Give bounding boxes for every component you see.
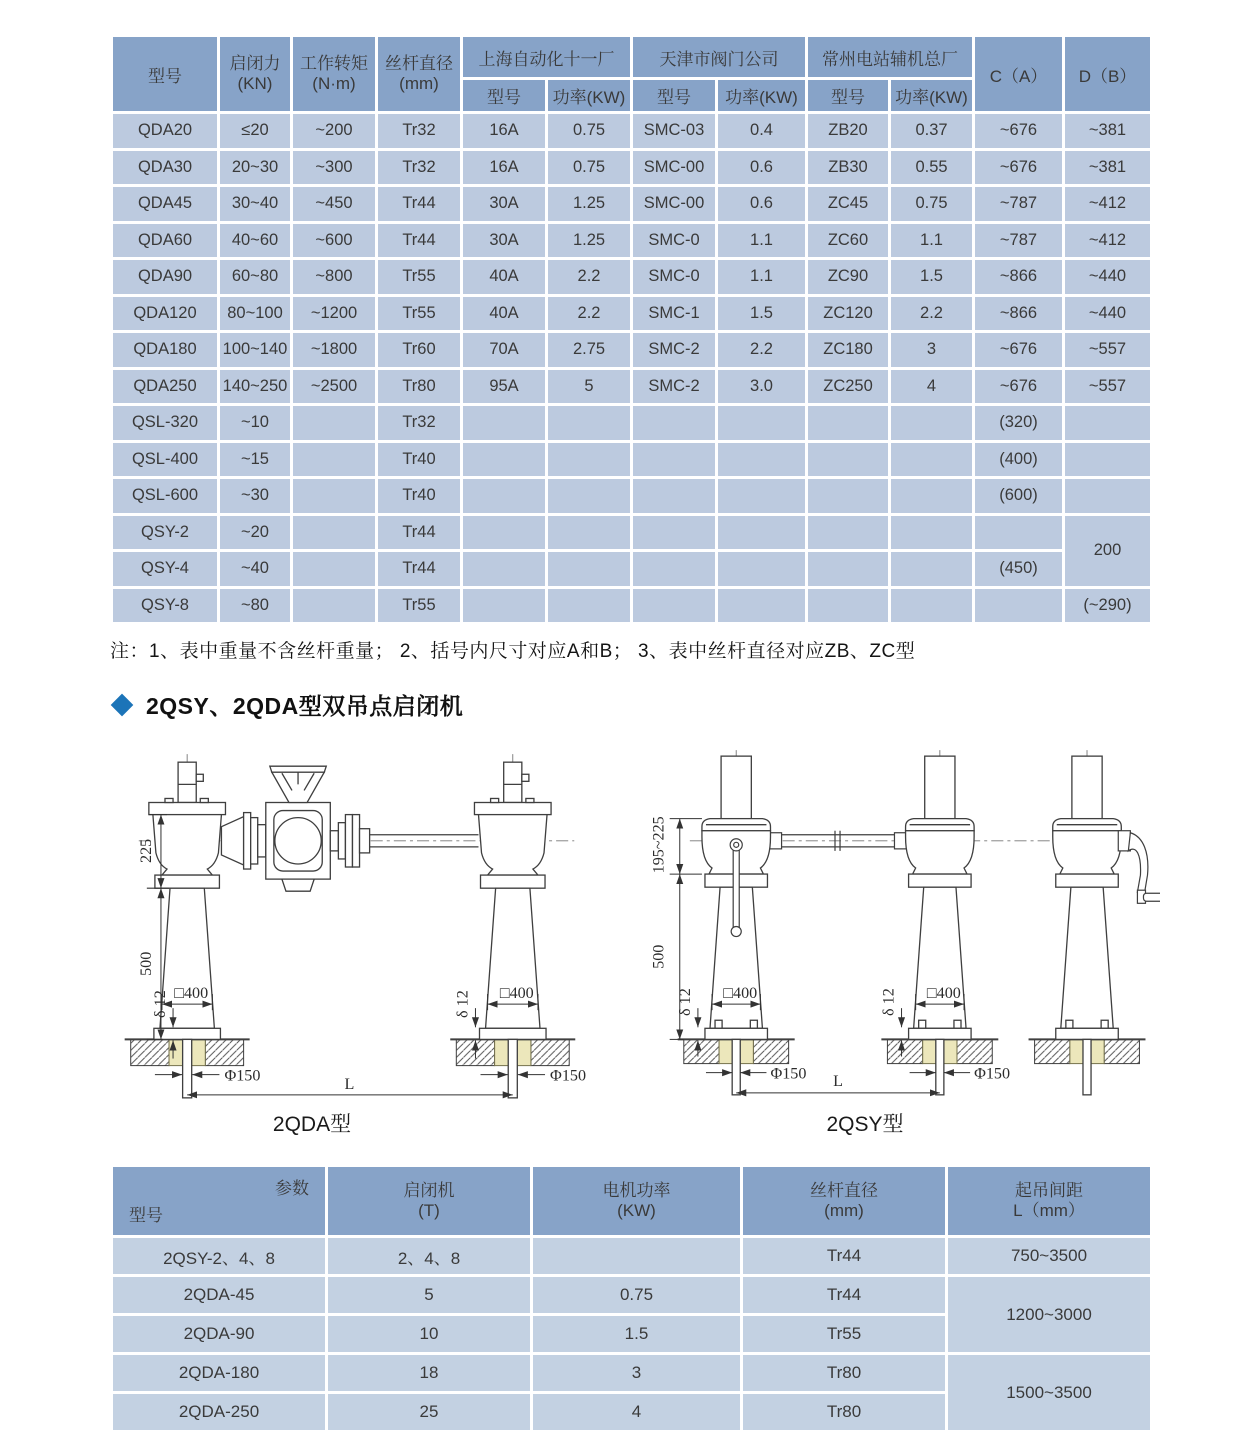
col-header-screw-line1: 丝杆直径 <box>810 1181 878 1201</box>
spec-cell: 1.1 <box>717 259 807 296</box>
dim-phi150: Φ150 <box>224 1067 261 1085</box>
spec-row <box>112 186 1152 223</box>
table-note: 注：1、表中重量不含丝杆重量； 2、括号内尺寸对应A和B； 3、表中丝杆直径对应ZB、ZC型 <box>110 641 916 662</box>
spec-table-body <box>112 113 1152 624</box>
sub-header-model: 型号 <box>632 79 717 113</box>
spec-table-wrap <box>110 34 1153 625</box>
dim-L: L <box>344 1075 355 1093</box>
spec-cell: 2.2 <box>547 259 632 296</box>
col-header-force-line2: (KN) <box>237 74 273 93</box>
sub-header-model: 型号 <box>462 79 547 113</box>
spec-cell: SMC-2 <box>632 332 717 369</box>
spec-cell <box>974 514 1064 551</box>
col-header-torque <box>292 36 377 113</box>
spec-cell <box>547 441 632 478</box>
dim-delta12: δ 12 <box>151 990 169 1018</box>
spec-cell <box>807 587 890 624</box>
spec-cell: 3 <box>890 332 974 369</box>
spec-cell: 140~250 <box>219 368 292 405</box>
spec-cell: Tr44 <box>377 551 462 588</box>
spec-cell: ~866 <box>974 295 1064 332</box>
spec-cell: SMC-2 <box>632 368 717 405</box>
caption-2qsy: 2QSY型 <box>826 1113 904 1136</box>
spec-cell: 0.55 <box>890 149 974 186</box>
col-header-screw-line2: (mm) <box>824 1201 864 1220</box>
col-header-force-line1: 启闭力 <box>229 54 281 74</box>
spec-cell: ZB30 <box>807 149 890 186</box>
spec-cell <box>462 441 547 478</box>
spec-cell: 30A <box>462 222 547 259</box>
spec-cell: QDA90 <box>112 259 219 296</box>
spec-cell: 95A <box>462 368 547 405</box>
spec-cell: ~800 <box>292 259 377 296</box>
spec-cell: ZC120 <box>807 295 890 332</box>
spec-cell: ZB20 <box>807 113 890 150</box>
spec-cell: 1.25 <box>547 186 632 223</box>
spec-cell: SMC-1 <box>632 295 717 332</box>
spec-cell: ~557 <box>1064 332 1152 369</box>
col-header-hoist-line1: 启闭机 <box>403 1181 455 1201</box>
spec-cell: 30~40 <box>219 186 292 223</box>
spec-cell: 5 <box>547 368 632 405</box>
crank-drawing <box>1118 831 1160 904</box>
col-header-hoist <box>327 1166 532 1237</box>
spec-cell: ~30 <box>219 478 292 515</box>
spec-cell: QSY-4 <box>112 551 219 588</box>
sub-header-power: 功率(KW) <box>890 79 974 113</box>
spec-cell <box>632 551 717 588</box>
spec-cell <box>1064 441 1152 478</box>
spec-cell: ~676 <box>974 113 1064 150</box>
section-heading <box>108 688 463 721</box>
double-cell: 2QDA-90 <box>112 1315 327 1354</box>
spec-cell: SMC-0 <box>632 222 717 259</box>
spec-cell: Tr32 <box>377 405 462 442</box>
spec-row <box>112 514 1152 551</box>
spec-cell <box>974 587 1064 624</box>
spec-cell: ~381 <box>1064 113 1152 150</box>
spec-cell: ~787 <box>974 222 1064 259</box>
spec-cell: 1.1 <box>890 222 974 259</box>
double-cell: 4 <box>532 1393 742 1432</box>
spec-cell <box>807 478 890 515</box>
spec-cell: 20~30 <box>219 149 292 186</box>
sub-header-power: 功率(KW) <box>717 79 807 113</box>
double-cell: 2、4、8 <box>327 1237 532 1276</box>
spec-cell: SMC-03 <box>632 113 717 150</box>
double-cell: 750~3500 <box>947 1237 1152 1276</box>
double-cell: 2QDA-180 <box>112 1354 327 1393</box>
spec-row <box>112 113 1152 150</box>
spec-cell: (~290) <box>1064 587 1152 624</box>
dim-square400: □400 <box>723 985 758 1003</box>
spec-cell <box>1064 405 1152 442</box>
spec-cell: 16A <box>462 149 547 186</box>
spec-cell: 0.75 <box>547 149 632 186</box>
spec-cell: ZC45 <box>807 186 890 223</box>
spec-cell <box>632 405 717 442</box>
double-cell: Tr44 <box>742 1276 947 1315</box>
spec-cell <box>547 587 632 624</box>
spec-cell: Tr32 <box>377 149 462 186</box>
spec-cell: 80~100 <box>219 295 292 332</box>
col-header-torque-line2: (N·m) <box>312 74 356 93</box>
corner-header-cell <box>112 1166 327 1237</box>
spec-cell <box>547 551 632 588</box>
spec-cell: ZC250 <box>807 368 890 405</box>
spec-cell: ~40 <box>219 551 292 588</box>
double-cell: 1200~3000 <box>947 1276 1152 1354</box>
double-cell: 1500~3500 <box>947 1354 1152 1432</box>
spec-cell <box>292 441 377 478</box>
spec-cell: QDA250 <box>112 368 219 405</box>
dim-L: L <box>833 1072 843 1090</box>
col-header-screw <box>377 36 462 113</box>
spec-cell: ~2500 <box>292 368 377 405</box>
col-header-lift-span <box>947 1166 1152 1237</box>
spec-cell: QDA180 <box>112 332 219 369</box>
col-header-ca: C（A） <box>974 36 1064 113</box>
double-table-body <box>112 1237 1152 1432</box>
double-cell <box>532 1237 742 1276</box>
spec-cell: Tr60 <box>377 332 462 369</box>
spec-cell: QSY-2 <box>112 514 219 551</box>
dim-phi150: Φ150 <box>974 1065 1011 1083</box>
diamond-bullet-icon <box>111 693 134 716</box>
spec-cell: ZC60 <box>807 222 890 259</box>
spec-cell: ≤20 <box>219 113 292 150</box>
spec-cell <box>462 551 547 588</box>
spec-cell <box>547 478 632 515</box>
spec-cell: SMC-0 <box>632 259 717 296</box>
spec-cell: ~10 <box>219 405 292 442</box>
spec-cell: 40~60 <box>219 222 292 259</box>
spec-cell: (600) <box>974 478 1064 515</box>
double-row <box>112 1354 1152 1393</box>
spec-cell <box>890 478 974 515</box>
double-table-wrap <box>110 1164 1153 1433</box>
spec-cell: Tr44 <box>377 222 462 259</box>
spec-cell <box>890 405 974 442</box>
spec-cell: ZC90 <box>807 259 890 296</box>
spec-cell: ~200 <box>292 113 377 150</box>
spec-cell: 1.5 <box>890 259 974 296</box>
spec-cell: 2.2 <box>547 295 632 332</box>
double-header-row <box>112 1166 1152 1237</box>
spec-cell <box>890 587 974 624</box>
dim-delta12: δ 12 <box>676 988 694 1016</box>
spec-cell: QDA60 <box>112 222 219 259</box>
double-cell: Tr80 <box>742 1393 947 1432</box>
spec-cell: SMC-00 <box>632 149 717 186</box>
spec-cell <box>807 405 890 442</box>
dim-square400: □400 <box>174 985 209 1003</box>
col-header-motor-line2: (KW) <box>617 1201 656 1220</box>
spec-cell <box>717 587 807 624</box>
spec-cell: ~866 <box>974 259 1064 296</box>
spec-cell <box>717 441 807 478</box>
spec-cell <box>547 514 632 551</box>
spec-cell <box>292 587 377 624</box>
spec-cell: 30A <box>462 186 547 223</box>
caption-2qda: 2QDA型 <box>272 1113 352 1136</box>
col-header-motor-line1: 电机功率 <box>602 1181 671 1201</box>
spec-cell: ~15 <box>219 441 292 478</box>
spec-cell <box>292 478 377 515</box>
double-cell: 2QSY-2、4、8 <box>112 1237 327 1276</box>
double-cell: 10 <box>327 1315 532 1354</box>
spec-row <box>112 332 1152 369</box>
spec-table <box>110 34 1153 625</box>
spec-cell: QDA120 <box>112 295 219 332</box>
vendor-header-shanghai: 上海自动化十一厂 <box>462 36 632 79</box>
spec-cell: Tr55 <box>377 295 462 332</box>
spec-cell: ~440 <box>1064 295 1152 332</box>
spec-row <box>112 551 1152 588</box>
spec-cell: ~676 <box>974 368 1064 405</box>
spec-cell: Tr44 <box>377 514 462 551</box>
spec-cell: 2.75 <box>547 332 632 369</box>
spec-cell: 16A <box>462 113 547 150</box>
spec-cell: 2.2 <box>717 332 807 369</box>
spec-cell <box>632 514 717 551</box>
spec-cell: 4 <box>890 368 974 405</box>
corner-label-model: 型号 <box>129 1206 163 1225</box>
spec-cell: QDA30 <box>112 149 219 186</box>
col-header-screw-line1: 丝杆直径 <box>385 54 453 74</box>
double-cell: 18 <box>327 1354 532 1393</box>
spec-header-row-1 <box>112 36 1152 79</box>
col-header-model: 型号 <box>112 36 219 113</box>
spec-cell: Tr80 <box>377 368 462 405</box>
spec-cell <box>717 478 807 515</box>
spec-cell <box>547 405 632 442</box>
spec-cell: (400) <box>974 441 1064 478</box>
spec-row <box>112 222 1152 259</box>
spec-cell: 1.5 <box>717 295 807 332</box>
spec-row <box>112 259 1152 296</box>
spec-cell: ~412 <box>1064 186 1152 223</box>
spec-cell: ~450 <box>292 186 377 223</box>
col-header-force <box>219 36 292 113</box>
spec-cell: ~412 <box>1064 222 1152 259</box>
spec-cell: (450) <box>974 551 1064 588</box>
spec-cell <box>632 478 717 515</box>
spec-cell: 1.1 <box>717 222 807 259</box>
spec-cell <box>632 587 717 624</box>
dim-square400: □400 <box>926 985 961 1003</box>
spec-cell: 0.37 <box>890 113 974 150</box>
col-header-screw-line2: (mm) <box>399 74 439 93</box>
double-cell: Tr44 <box>742 1237 947 1276</box>
spec-cell: 100~140 <box>219 332 292 369</box>
spec-cell <box>807 514 890 551</box>
double-cell: 2QDA-45 <box>112 1276 327 1315</box>
spec-cell: Tr44 <box>377 186 462 223</box>
spec-cell: 0.75 <box>547 113 632 150</box>
dim-500: 500 <box>650 944 668 969</box>
spec-cell: QSY-8 <box>112 587 219 624</box>
spec-row <box>112 587 1152 624</box>
spec-cell <box>292 551 377 588</box>
spec-cell: 40A <box>462 259 547 296</box>
double-row <box>112 1276 1152 1315</box>
spec-cell <box>462 514 547 551</box>
spec-cell: ~440 <box>1064 259 1152 296</box>
double-cell: 5 <box>327 1276 532 1315</box>
spec-cell <box>717 405 807 442</box>
spec-row <box>112 478 1152 515</box>
double-table <box>110 1164 1153 1433</box>
spec-cell: QSL-320 <box>112 405 219 442</box>
spec-cell: 40A <box>462 295 547 332</box>
spec-cell: 0.6 <box>717 186 807 223</box>
spec-cell: Tr40 <box>377 478 462 515</box>
col-header-db: D（B） <box>1064 36 1152 113</box>
col-header-hoist-line2: (T) <box>418 1201 440 1220</box>
spec-cell: QSL-400 <box>112 441 219 478</box>
spec-cell: QDA45 <box>112 186 219 223</box>
sub-header-power: 功率(KW) <box>547 79 632 113</box>
spec-cell: ~1800 <box>292 332 377 369</box>
spec-cell: ~557 <box>1064 368 1152 405</box>
double-cell: 0.75 <box>532 1276 742 1315</box>
spec-cell <box>807 441 890 478</box>
section-title: 2QSY、2QDA型双吊点启闭机 <box>146 693 464 719</box>
spec-cell <box>807 551 890 588</box>
spec-cell: ~787 <box>974 186 1064 223</box>
spec-row <box>112 368 1152 405</box>
vendor-header-changzhou: 常州电站辅机总厂 <box>807 36 974 79</box>
spec-cell: SMC-00 <box>632 186 717 223</box>
spec-cell: ~381 <box>1064 149 1152 186</box>
spec-cell <box>1064 478 1152 515</box>
dim-delta12: δ 12 <box>880 988 898 1016</box>
spec-cell <box>632 441 717 478</box>
drawing-2qda <box>102 740 607 1115</box>
spec-cell: ~1200 <box>292 295 377 332</box>
spec-cell: (320) <box>974 405 1064 442</box>
spec-cell: ~676 <box>974 149 1064 186</box>
spec-cell: Tr32 <box>377 113 462 150</box>
spec-cell: 0.75 <box>890 186 974 223</box>
spec-row <box>112 295 1152 332</box>
spec-cell: ~676 <box>974 332 1064 369</box>
spec-cell: 0.6 <box>717 149 807 186</box>
dim-225: 225 <box>137 838 155 863</box>
spec-cell: ~300 <box>292 149 377 186</box>
spec-cell: ~600 <box>292 222 377 259</box>
dim-square400: □400 <box>499 985 534 1003</box>
spec-cell: 3.0 <box>717 368 807 405</box>
spec-cell <box>890 551 974 588</box>
spec-row <box>112 441 1152 478</box>
vendor-header-tianjin: 天津市阀门公司 <box>632 36 807 79</box>
double-cell: 3 <box>532 1354 742 1393</box>
dim-phi150: Φ150 <box>550 1067 587 1085</box>
dim-500: 500 <box>137 951 155 976</box>
spec-cell: ZC180 <box>807 332 890 369</box>
spec-cell: ~80 <box>219 587 292 624</box>
drawing-2qsy <box>635 740 1160 1115</box>
sub-header-model: 型号 <box>807 79 890 113</box>
col-header-span-line2: L（mm） <box>1013 1201 1085 1220</box>
spec-cell <box>890 514 974 551</box>
spec-cell <box>292 405 377 442</box>
dim-delta12: δ 12 <box>454 990 472 1018</box>
double-cell: 1.5 <box>532 1315 742 1354</box>
spec-cell: 70A <box>462 332 547 369</box>
col-header-span-line1: 起吊间距 <box>1015 1181 1083 1201</box>
dim-phi150: Φ150 <box>770 1065 807 1083</box>
spec-cell <box>717 514 807 551</box>
spec-row <box>112 149 1152 186</box>
double-cell: Tr80 <box>742 1354 947 1393</box>
spec-cell: QSL-600 <box>112 478 219 515</box>
spec-cell <box>462 405 547 442</box>
spec-cell <box>717 551 807 588</box>
double-cell: 2QDA-250 <box>112 1393 327 1432</box>
spec-cell: Tr55 <box>377 259 462 296</box>
spec-cell: 60~80 <box>219 259 292 296</box>
double-row <box>112 1237 1152 1276</box>
spec-cell: Tr40 <box>377 441 462 478</box>
spec-cell: 0.4 <box>717 113 807 150</box>
spec-cell <box>890 441 974 478</box>
spec-cell: 200 <box>1064 514 1152 587</box>
dim-195-225: 195~225 <box>650 816 668 874</box>
spec-row <box>112 405 1152 442</box>
spec-cell <box>462 587 547 624</box>
spec-cell: 2.2 <box>890 295 974 332</box>
col-header-motor-power <box>532 1166 742 1237</box>
spec-cell: QDA20 <box>112 113 219 150</box>
col-header-screw-dia <box>742 1166 947 1237</box>
spec-cell <box>462 478 547 515</box>
double-cell: Tr55 <box>742 1315 947 1354</box>
gearbox-drawing <box>221 766 478 891</box>
corner-label-param: 参数 <box>275 1179 309 1198</box>
spec-cell: ~20 <box>219 514 292 551</box>
double-cell: 25 <box>327 1393 532 1432</box>
spec-cell: 1.25 <box>547 222 632 259</box>
spec-cell: Tr55 <box>377 587 462 624</box>
spec-cell <box>292 514 377 551</box>
col-header-torque-line1: 工作转矩 <box>300 54 368 74</box>
